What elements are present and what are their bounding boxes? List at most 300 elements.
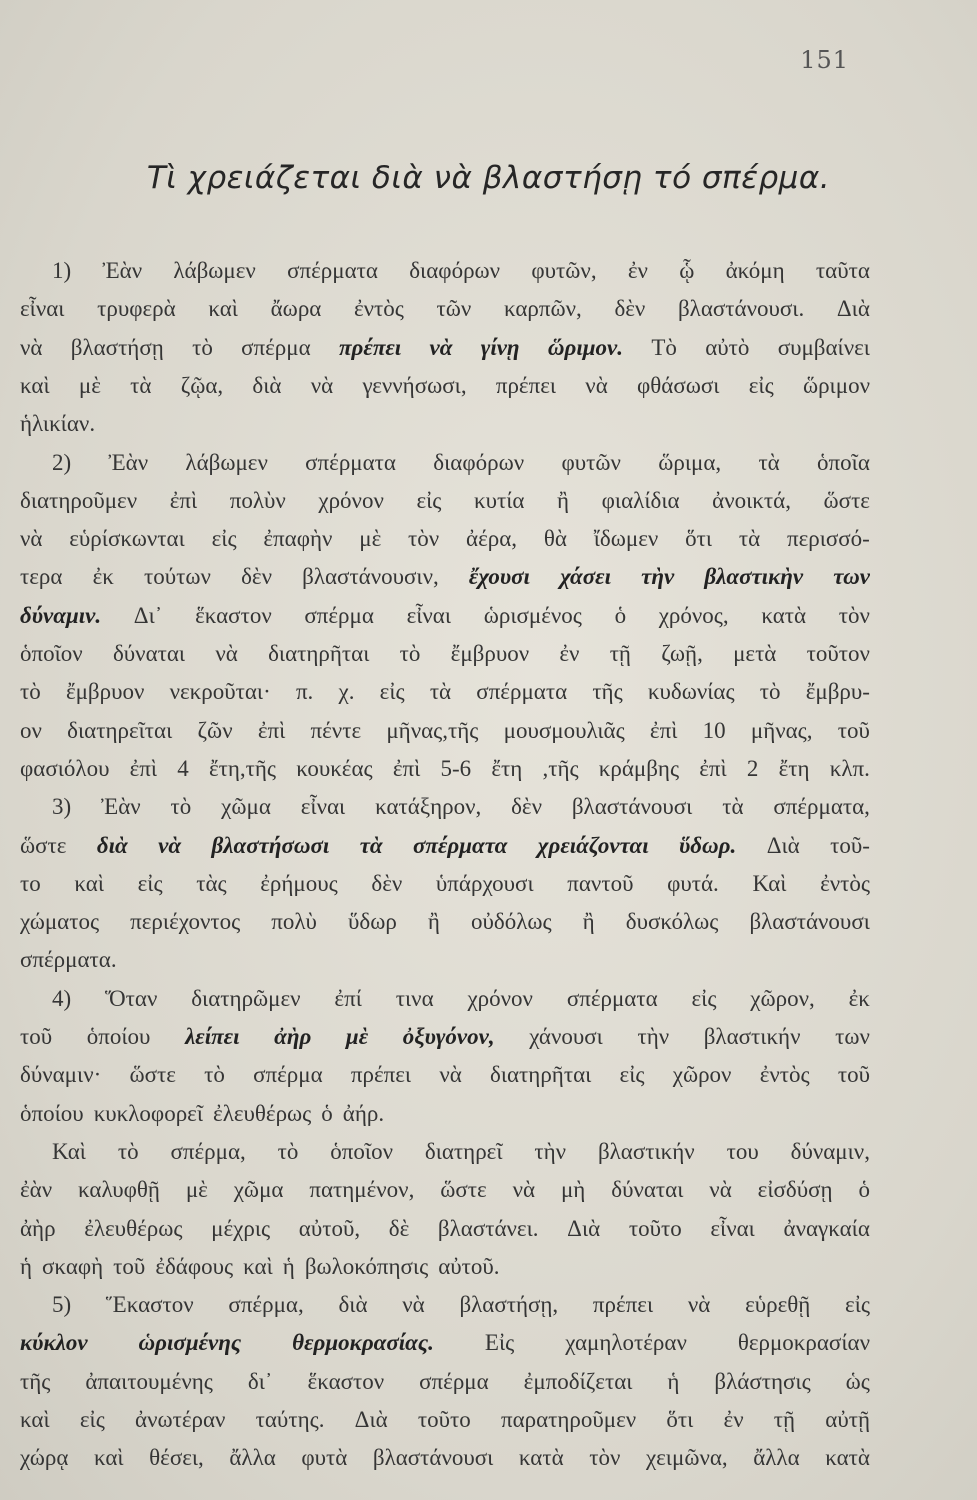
- word: εὑρίσκωνται: [69, 526, 185, 552]
- emphasized-word: μὲ: [345, 1024, 369, 1049]
- word: εἶναι: [300, 794, 346, 820]
- word: τοῦτο: [417, 1407, 471, 1432]
- word: ὥστε: [823, 487, 870, 513]
- text-line: [20, 909, 870, 949]
- word: βωλοκόπησις: [304, 1253, 429, 1279]
- word: εἰς: [619, 1062, 645, 1088]
- word: νὰ: [585, 372, 608, 398]
- word: εἰς: [211, 526, 237, 552]
- word: ὁποῖα: [817, 449, 870, 475]
- emphasized-word: νὰ: [429, 334, 453, 360]
- emphasized-word: θερμοκρασίας.: [292, 1330, 434, 1356]
- emphasized-word: λείπει: [185, 1024, 240, 1049]
- text-line: [20, 564, 870, 604]
- word: πρέπει: [592, 1292, 654, 1318]
- text-line: [20, 1254, 870, 1294]
- word: 5-6: [440, 755, 472, 781]
- word: κατὰ: [761, 602, 807, 628]
- emphasized-word: ἔχουσι: [468, 564, 530, 590]
- word: κατάξηρον,: [375, 794, 482, 820]
- word: ζῶν: [197, 717, 233, 743]
- word: τινα: [395, 985, 434, 1011]
- word: καὶ: [208, 296, 238, 322]
- word: του: [726, 1138, 759, 1164]
- word: καλυφθῇ: [78, 1177, 160, 1203]
- word: νὰ: [20, 334, 43, 360]
- word: μὴ: [560, 1177, 586, 1203]
- word: ὅτι: [666, 1407, 694, 1432]
- word: τοῦ: [837, 1062, 870, 1088]
- word: δὲν: [614, 296, 646, 322]
- word: ὁποίου: [20, 1100, 84, 1126]
- text-line: [20, 296, 870, 336]
- word: νὰ: [687, 1292, 711, 1318]
- word: βλαστήσῃ: [70, 334, 164, 360]
- word: ζῷα,: [180, 372, 224, 398]
- text-line: [52, 1139, 870, 1179]
- word: ὥριμον: [802, 372, 870, 398]
- word: βλαστικήν: [703, 1024, 801, 1049]
- word: χῶμα: [221, 794, 271, 820]
- word: παντοῦ: [567, 870, 634, 896]
- text-line: [20, 526, 870, 566]
- word: ἕκαστον: [195, 602, 272, 628]
- word: ἢ: [582, 909, 595, 935]
- word: μουσμουλιᾶς: [503, 717, 625, 743]
- text-line: [52, 794, 870, 834]
- word: θὰ: [543, 526, 567, 552]
- word: εἶναι: [20, 296, 65, 322]
- word: καρπῶν,: [503, 296, 582, 322]
- word: περιέχοντος: [130, 909, 241, 935]
- word: τὴν: [637, 1024, 670, 1049]
- word: τὸν: [838, 602, 870, 628]
- word: θέσει,: [149, 1445, 204, 1471]
- word: Διὰ: [766, 832, 800, 858]
- word: λάβωμεν: [185, 449, 268, 475]
- word: ἐν: [559, 641, 580, 666]
- word: Καὶ: [52, 1138, 86, 1164]
- word: σπέρματα: [287, 258, 378, 283]
- word: πολὺ: [271, 909, 317, 935]
- word: καὶ: [74, 870, 105, 896]
- word: δὲν: [371, 870, 403, 896]
- word: ,τῆς: [542, 755, 579, 781]
- word: εἰς: [416, 487, 442, 513]
- word: αὐτῇ: [825, 1407, 870, 1432]
- word: φυτὰ: [301, 1445, 348, 1471]
- word: ὁ: [858, 1177, 870, 1203]
- word: σπέρμα: [419, 1368, 489, 1394]
- word: ἕκαστον: [307, 1368, 385, 1394]
- word: ον: [20, 717, 42, 743]
- word: Δι᾽: [133, 602, 163, 628]
- emphasized-word: διὰ: [96, 832, 128, 858]
- emphasized-word: βλαστήσωσι: [211, 832, 330, 858]
- word: φυτά.: [667, 870, 719, 896]
- word: ἐντὸς: [759, 1062, 810, 1088]
- word: Τὸ: [651, 334, 677, 360]
- word: ὡς: [845, 1368, 870, 1394]
- word: ἡλικίαν.: [20, 411, 96, 437]
- word: χαμηλοτέραν: [565, 1330, 687, 1356]
- word: ταύτης.: [255, 1407, 325, 1432]
- word: βλαστάνουσιν,: [302, 564, 439, 590]
- word: τὰ: [738, 526, 761, 552]
- word: φυτῶν,: [531, 258, 597, 283]
- word: δύναται: [112, 641, 186, 666]
- word: ὁ: [614, 602, 627, 628]
- emphasized-word: ὕδωρ.: [679, 832, 737, 858]
- word: ἔμβρυ-: [805, 679, 870, 705]
- word: ἀνωτέραν: [135, 1407, 226, 1432]
- word: ἢ: [427, 909, 440, 935]
- word: γεννήσωσι,: [362, 372, 467, 398]
- word: τὴν: [534, 1138, 567, 1164]
- word: ἔμβρυον: [65, 679, 145, 705]
- word: τὸν: [589, 1445, 621, 1471]
- text-line: [20, 1369, 870, 1409]
- text-line: [52, 450, 870, 490]
- word: εἰς: [137, 870, 163, 896]
- word: χρόνον: [467, 985, 533, 1011]
- word: τῇ: [609, 641, 631, 666]
- word: τὰ: [722, 794, 744, 820]
- emphasized-word: ὀξυγόνον,: [402, 1024, 495, 1049]
- word: νεκροῦται·: [169, 679, 271, 705]
- word: ὥστε: [129, 1062, 176, 1088]
- word: ὑπάρχουσι: [435, 870, 534, 896]
- word: ὅτι: [685, 526, 713, 552]
- word: τὸ: [759, 679, 781, 705]
- word: ἀνοικτά,: [712, 487, 791, 513]
- word: βλαστάνουσι: [571, 794, 693, 820]
- word: ἐρήμους: [260, 870, 338, 896]
- word: ἐδάφους: [155, 1253, 234, 1279]
- word: θερμοκρασίαν: [737, 1330, 870, 1356]
- word: ὡρισμένος: [483, 602, 582, 628]
- word: 2: [746, 755, 759, 781]
- word: ἐκ: [848, 985, 870, 1011]
- word: διατηρεῖται: [67, 717, 173, 743]
- word: 2): [52, 449, 72, 475]
- word: καὶ: [93, 1445, 124, 1471]
- word: ἔμβρυον: [450, 641, 530, 666]
- text-line: [20, 1062, 870, 1102]
- word: ὥστε: [440, 1177, 487, 1203]
- word: χειμῶνα,: [645, 1445, 728, 1471]
- word: Εἰς: [484, 1330, 515, 1356]
- word: τὸ: [170, 794, 192, 820]
- word: σπέρμα,: [228, 1292, 304, 1318]
- word: αὐτὸ: [705, 334, 750, 360]
- word: διατηροῦμεν: [20, 487, 138, 513]
- word: πρέπει: [350, 1062, 412, 1088]
- emphasized-word: νὰ: [158, 832, 182, 858]
- word: ἐπὶ: [169, 487, 198, 513]
- word: ἴδωμεν: [593, 526, 659, 552]
- word: βλαστήσῃ,: [459, 1292, 559, 1318]
- text-line: [20, 871, 870, 911]
- word: εἶναι: [710, 1215, 755, 1241]
- word: πέντε: [310, 717, 362, 743]
- word: μῆνας,τῆς: [386, 717, 479, 743]
- word: ἐὰν: [20, 1177, 53, 1203]
- word: παρατηροῦμεν: [500, 1407, 637, 1432]
- word: σπέρματα,: [773, 794, 870, 820]
- word: διαφόρων: [433, 449, 525, 475]
- text-line: [20, 833, 870, 873]
- word: ἄλλα: [229, 1445, 276, 1471]
- word: κυκλοφορεῖ: [93, 1100, 204, 1126]
- word: οὐδόλως: [470, 909, 552, 935]
- word: ἐκ: [92, 564, 114, 590]
- word: κατὰ: [518, 1445, 564, 1471]
- word: Διὰ: [836, 296, 870, 322]
- word: ἐλευθέρως: [84, 1215, 183, 1241]
- word: μέχρις: [211, 1215, 271, 1241]
- word: δυσκόλως: [625, 909, 719, 935]
- word: σπέρμα,: [170, 1138, 246, 1164]
- word: βλαστάνουσι: [749, 909, 870, 935]
- word: χάνουσι: [529, 1024, 603, 1049]
- word: Ἐὰν: [101, 794, 141, 820]
- word: ἡ: [20, 1253, 33, 1279]
- word: δύναται: [611, 1177, 684, 1203]
- word: ὁποίου: [86, 1024, 151, 1049]
- word: ἐπαφὴν: [263, 526, 333, 552]
- word: 10: [702, 717, 726, 743]
- word: ἐν: [723, 1407, 744, 1432]
- word: ἐπί: [334, 985, 362, 1011]
- word: διὰ: [338, 1292, 368, 1318]
- word: ἔτη,τῆς: [208, 755, 277, 781]
- word: δύναμιν,: [790, 1138, 870, 1164]
- word: ἔτη: [491, 755, 523, 781]
- word: εἰσδύσῃ: [757, 1177, 833, 1203]
- word: εἶναι: [406, 602, 452, 628]
- text-line: [20, 411, 870, 451]
- word: ἐν: [627, 258, 648, 283]
- word: 3): [52, 794, 72, 820]
- word: βλάστησις: [714, 1368, 811, 1394]
- word: βλαστικήν: [597, 1138, 695, 1164]
- word: ἐπὶ: [129, 755, 158, 781]
- text-line: [20, 718, 870, 758]
- word: Διὰ: [567, 1215, 601, 1241]
- word: φυτῶν: [561, 449, 621, 475]
- word: τοῦ-: [830, 832, 870, 858]
- word: ἀπαιτουμένης: [85, 1368, 213, 1394]
- word: τὸ: [399, 641, 421, 666]
- word: Καὶ: [752, 870, 787, 896]
- word: Διὰ: [354, 1407, 388, 1432]
- text-line: [20, 335, 870, 375]
- word: δὲν: [241, 564, 272, 590]
- word: χρόνος,: [658, 602, 729, 628]
- word: τοῦτον: [806, 641, 870, 666]
- word: τὸ: [117, 1138, 139, 1164]
- word: δύναμιν·: [20, 1062, 102, 1088]
- word: καὶ: [20, 1407, 50, 1432]
- emphasized-word: ἀὴρ: [274, 1024, 312, 1049]
- word: τὸ: [20, 679, 41, 705]
- word: διατηρεῖ: [424, 1138, 503, 1164]
- word: τὰς: [196, 870, 227, 896]
- word: ὕδωρ: [347, 909, 397, 935]
- word: νὰ: [439, 1062, 462, 1088]
- text-line: [20, 373, 870, 413]
- word: βλαστάνουσι.: [677, 296, 805, 322]
- word: τὰ: [130, 372, 152, 398]
- word: το: [20, 870, 41, 896]
- word: ἀέρα,: [466, 526, 518, 552]
- word: χ.: [338, 679, 355, 705]
- word: των: [835, 1024, 870, 1049]
- word: σπέρματα: [566, 985, 658, 1011]
- word: διὰ: [252, 372, 282, 398]
- section-heading: Τὶ χρειάζεται διὰ νὰ βλαστήσῃ τό σπέρμα.: [146, 160, 831, 196]
- word: νὰ: [512, 1177, 536, 1203]
- word: Ἐὰν: [102, 258, 143, 283]
- emphasized-word: ὥριμον.: [547, 334, 623, 360]
- word: ὁποῖον: [330, 1138, 393, 1164]
- word: ἄωρα: [270, 296, 322, 322]
- word: μὲ: [78, 372, 101, 398]
- word: ἡ: [282, 1253, 295, 1279]
- word: σπέρματα.: [20, 947, 117, 973]
- word: χώρᾳ: [20, 1445, 69, 1471]
- word: τὰ: [758, 449, 780, 475]
- word: ὥστε: [20, 832, 67, 858]
- word: ἐλευθέρως: [213, 1100, 312, 1126]
- text-line: [20, 1445, 870, 1485]
- word: χῶμα: [233, 1177, 284, 1203]
- word: νὰ: [310, 372, 334, 398]
- word: διατηρῆται: [489, 1062, 592, 1088]
- emphasized-word: σπέρματα: [413, 832, 508, 858]
- word: εἰς: [379, 679, 405, 705]
- word: συμβαίνει: [777, 334, 870, 360]
- word: 5): [52, 1292, 72, 1318]
- word: ἀκόμη: [725, 258, 785, 283]
- word: ᾧ: [679, 258, 695, 283]
- word: τοῦ: [113, 1253, 146, 1279]
- word: χῶρον: [672, 1062, 732, 1088]
- word: ὥριμα,: [658, 449, 722, 475]
- word: τὸ: [192, 334, 213, 360]
- word: καὶ: [243, 1253, 273, 1279]
- word: μῆνας,: [750, 717, 813, 743]
- emphasized-word: κύκλον: [20, 1330, 88, 1356]
- word: ταῦτα: [815, 258, 870, 283]
- word: ἐντὸς: [353, 296, 404, 322]
- word: νὰ: [20, 526, 43, 552]
- word: κατὰ: [825, 1445, 870, 1471]
- word: χρόνον: [318, 487, 384, 513]
- word: κράμβης: [598, 755, 680, 781]
- word: βλαστάνουσι: [372, 1445, 494, 1471]
- word: μετὰ: [733, 641, 777, 666]
- emphasized-word: τὰ: [359, 832, 383, 858]
- emphasized-word: βλαστικὴν: [704, 564, 804, 590]
- word: νὰ: [402, 1292, 425, 1318]
- word: μὲ: [185, 1177, 208, 1203]
- word: φιαλίδια: [601, 487, 680, 513]
- word: τὸν: [408, 526, 440, 552]
- word: φασιόλου: [20, 755, 110, 781]
- word: Ἐὰν: [108, 449, 149, 475]
- emphasized-word: δύναμιν.: [20, 602, 102, 628]
- page-number: 151: [800, 46, 849, 74]
- word: ἀὴρ: [20, 1215, 56, 1241]
- word: εὑρεθῇ: [745, 1292, 811, 1318]
- word: αὐτοῦ,: [298, 1215, 361, 1241]
- word: ἐπὶ: [257, 717, 286, 743]
- word: ζωῇ,: [661, 641, 703, 666]
- word: τὸ: [204, 1062, 225, 1088]
- word: δι᾽: [247, 1368, 273, 1394]
- text-line: [20, 1407, 870, 1447]
- word: βλαστάνει.: [437, 1215, 539, 1241]
- word: σπέρματα: [305, 449, 396, 475]
- word: σπέρμα: [253, 1062, 323, 1088]
- word: ἀναγκαία: [783, 1215, 870, 1241]
- word: 4): [52, 985, 72, 1011]
- word: ἄλλα: [753, 1445, 800, 1471]
- word: σπέρμα: [304, 602, 374, 628]
- word: περισσό-: [786, 526, 870, 552]
- word: πρέπει: [495, 372, 557, 398]
- word: τρυφερὰ: [97, 296, 176, 322]
- text-line: [52, 258, 870, 298]
- word: ὁ: [321, 1100, 333, 1126]
- text-line: [20, 1216, 870, 1256]
- word: εἰς: [79, 1407, 105, 1432]
- word: ἔτη: [778, 755, 810, 781]
- word: τὸ: [277, 1138, 299, 1164]
- word: καὶ: [20, 372, 50, 398]
- emphasized-word: γίνῃ: [480, 334, 520, 360]
- emphasized-word: χρειάζονται: [537, 832, 649, 858]
- text-line: [52, 1292, 870, 1332]
- word: νὰ: [709, 1177, 732, 1203]
- text-line: [20, 1024, 870, 1064]
- word: μὲ: [359, 526, 382, 552]
- emphasized-word: πρέπει: [338, 334, 402, 360]
- word: κυδωνίας: [647, 679, 735, 705]
- emphasized-word: τὴν: [641, 564, 675, 590]
- text-line: [20, 488, 870, 528]
- word: ἀήρ.: [342, 1100, 385, 1126]
- word: σπέρμα: [241, 334, 311, 360]
- word: κουκέας: [296, 755, 373, 781]
- word: χῶρον,: [750, 985, 815, 1011]
- word: ἡ: [667, 1368, 680, 1394]
- text-line: [20, 947, 870, 987]
- word: διατηρῆται: [268, 641, 370, 666]
- word: εἰς: [748, 372, 774, 398]
- word: τοῦ: [837, 717, 870, 743]
- text-line: [20, 1177, 870, 1217]
- word: τὰ: [429, 679, 452, 705]
- word: 1): [52, 258, 72, 283]
- word: δὲ: [388, 1215, 410, 1241]
- text-line: [20, 679, 870, 719]
- word: ἐντὸς: [820, 870, 870, 896]
- word: σκαφὴ: [42, 1253, 104, 1279]
- word: ἢ: [557, 487, 570, 513]
